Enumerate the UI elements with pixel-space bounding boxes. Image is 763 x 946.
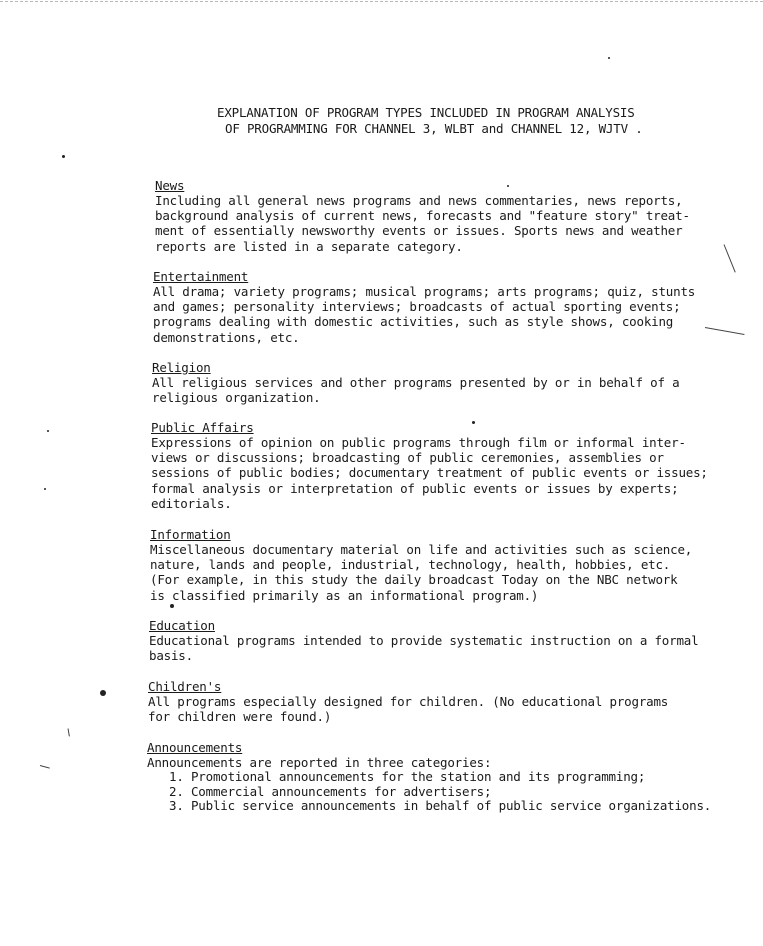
- scan-speck: [44, 488, 46, 490]
- section-entertainment: [153, 269, 695, 345]
- section-text-line: reports are listed in a separate category.: [155, 238, 463, 254]
- top-edge-rule: [0, 1, 763, 2]
- title-line-1: EXPLANATION OF PROGRAM TYPES INCLUDED IN PROGRAM ANALYSIS: [217, 105, 635, 120]
- section-announcements: [147, 740, 711, 814]
- margin-stroke: [40, 765, 50, 769]
- section-text-line: All religious services and other programs presented by or in behalf of a: [152, 375, 680, 390]
- section-text-line: formal analysis or interpretation of public events or issues by experts;: [151, 480, 679, 496]
- section-education: [149, 618, 698, 663]
- scan-speck: [170, 604, 174, 608]
- announcement-category-item: 1. Promotional announcements for the station and its programming;: [169, 769, 646, 785]
- section-text-line: Including all general news programs and news commentaries, news reports,: [155, 193, 683, 208]
- section-text-line: (For example, in this study the daily broadcast Today on the NBC network: [150, 572, 678, 588]
- section-text-line: nature, lands and people, industrial, technology, health, hobbies, etc.: [150, 557, 671, 573]
- section-heading: Children's: [148, 679, 222, 694]
- section-text-line: demonstrations, etc.: [153, 329, 300, 345]
- section-text-line: Expressions of opinion on public programs through film or informal inter-: [151, 435, 686, 450]
- section-heading: Entertainment: [153, 269, 249, 284]
- margin-stroke: [705, 327, 745, 335]
- scan-speck: [608, 57, 610, 59]
- section-text-line: for children were found.): [148, 709, 332, 725]
- section-information: [150, 527, 692, 603]
- title-line-2: OF PROGRAMMING FOR CHANNEL 3, WLBT and CHANNEL 12, WJTV .: [225, 121, 643, 136]
- scan-speck: [507, 185, 509, 187]
- section-text-line: sessions of public bodies; documentary treatment of public events or issues;: [151, 465, 708, 481]
- announcement-category-item: 2. Commercial announcements for advertisers;: [169, 783, 492, 799]
- section-public-affairs: [151, 420, 708, 511]
- section-heading: Announcements: [147, 740, 243, 755]
- section-text-line: All programs especially designed for children. (No educational programs: [148, 694, 669, 709]
- section-text-line: Educational programs intended to provide systematic instruction on a formal: [149, 633, 699, 648]
- section-heading: Religion: [152, 360, 211, 375]
- section-text-line: editorials.: [151, 495, 232, 511]
- section-heading: Public Affairs: [151, 420, 254, 435]
- section-heading: Information: [150, 527, 231, 542]
- section-text-line: programs dealing with domestic activities, such as style shows, cooking: [153, 314, 674, 330]
- section-text-line: Miscellaneous documentary material on life and activities such as science,: [150, 542, 693, 557]
- section-religion: [152, 360, 679, 405]
- scan-speck: [62, 155, 65, 158]
- section-text-line: Announcements are reported in three categories:: [147, 755, 492, 770]
- margin-stroke: [68, 728, 70, 736]
- margin-stroke: [724, 244, 736, 272]
- section-text-line: religious organization.: [152, 390, 321, 406]
- section-text-line: ment of essentially newsworthy events or issues. Sports news and weather: [155, 223, 683, 239]
- section-heading: News: [155, 178, 185, 193]
- announcement-category-item: 3. Public service announcements in behalf of public service organizations.: [169, 798, 712, 814]
- section-news: [155, 178, 690, 254]
- section-text-line: background analysis of current news, forecasts and "feature story" treat-: [155, 208, 690, 224]
- section-text-line: and games; personality interviews; broadcasts of actual sporting events;: [153, 299, 681, 315]
- section-text-line: All drama; variety programs; musical programs; arts programs; quiz, stunts: [153, 284, 696, 299]
- section-childrens: [148, 679, 668, 724]
- section-text-line: basis.: [149, 648, 193, 664]
- scan-speck: [472, 421, 475, 424]
- section-text-line: views or discussions; broadcasting of public ceremonies, assemblies or: [151, 450, 664, 466]
- section-heading: Education: [149, 618, 215, 633]
- section-text-line: is classified primarily as an informational program.): [150, 587, 539, 603]
- scan-speck: [100, 690, 106, 696]
- scan-speck: [47, 430, 49, 432]
